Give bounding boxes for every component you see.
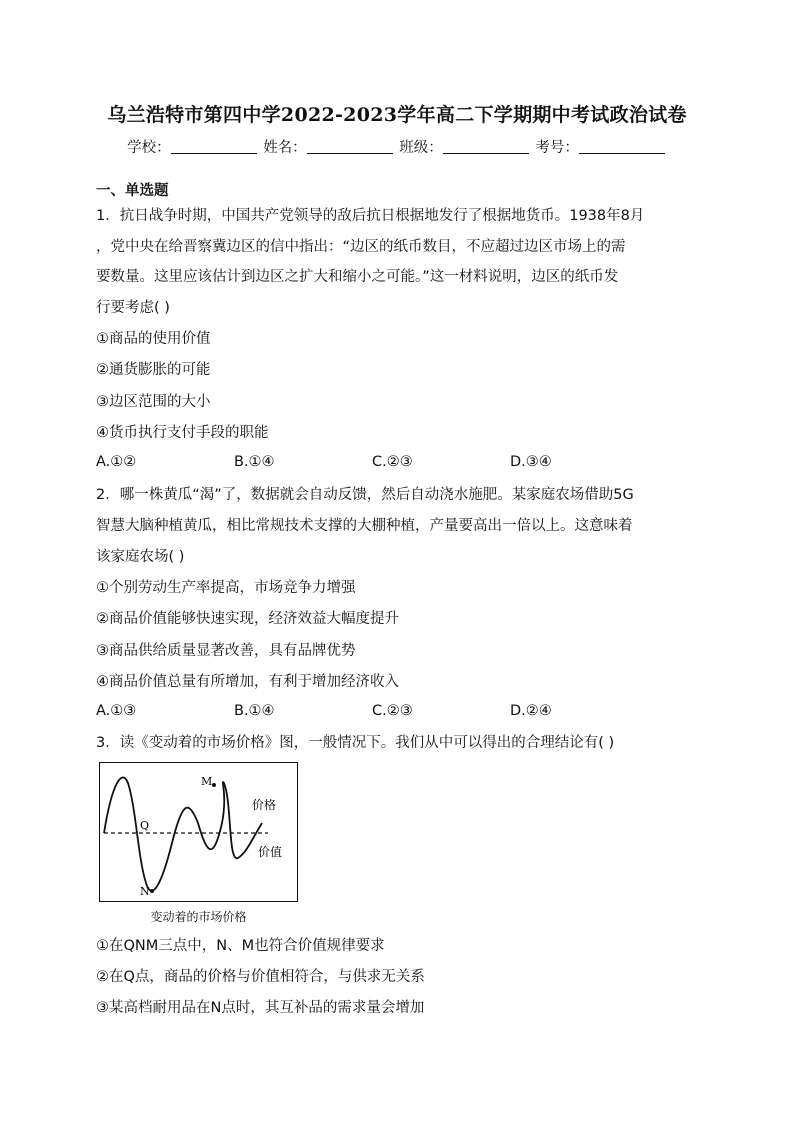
field-school-blank[interactable] — [171, 139, 257, 154]
q2-stem-line: 智慧大脑种植黄瓜，相比常规技术支撑的大棚种植，产量要高出一倍以上。这意味着 — [96, 518, 633, 534]
q2-option-a[interactable]: A.①③ — [96, 703, 137, 719]
field-class-label: 班级： — [399, 140, 443, 156]
label-value: 价值 — [258, 845, 283, 859]
q1-stem-line: 1．抗日战争时期，中国共产党领导的敌后抗日根据地发行了根据地货币。1938年8月 — [96, 208, 645, 224]
q2-item: ④商品价值总量有所增加，有利于增加经济收入 — [96, 674, 399, 690]
q2-stem-line: 2．哪一株黄瓜“渴”了，数据就会自动反馈，然后自动浇水施肥。某家庭农场借助5G — [96, 487, 634, 503]
price-value-curve-diagram — [100, 763, 296, 900]
label-m: M — [201, 775, 213, 788]
q2-stem-line: 该家庭农场( ) — [96, 549, 185, 565]
student-info-row — [0, 136, 794, 157]
q2-item: ①个别劳动生产率提高，市场竞争力增强 — [96, 580, 356, 596]
q2-item: ②商品价值能够快速实现，经济效益大幅度提升 — [96, 611, 399, 627]
q1-stem-line: 要数量。这里应该估计到边区之扩大和缩小之可能。”这一材料说明，边区的纸币发 — [96, 269, 619, 285]
q3-item: ③某高档耐用品在N点时，其互补品的需求量会增加 — [96, 1000, 425, 1016]
point-m — [212, 783, 216, 787]
q3-stem-line: 3．读《变动着的市场价格》图，一般情况下。我们从中可以得出的合理结论有( ) — [96, 735, 615, 751]
q3-item: ①在QNM三点中，N、M也符合价值规律要求 — [96, 938, 385, 954]
q1-option-a[interactable]: A.①② — [96, 454, 137, 470]
q2-option-b[interactable]: B.①④ — [234, 703, 275, 719]
q1-options — [96, 454, 648, 470]
q1-option-d[interactable]: D.③④ — [510, 454, 552, 470]
price-curve — [104, 777, 262, 890]
label-n: N — [140, 885, 150, 898]
q2-item: ③商品供给质量显著改善，具有品牌优势 — [96, 643, 356, 659]
q1-stem-line: 行要考虑( ) — [96, 300, 170, 316]
exam-title: 乌兰浩特市第四中学2022-2023学年高二下学期期中考试政治试卷 — [107, 104, 687, 126]
q1-option-c[interactable]: C.②③ — [372, 454, 413, 470]
point-n — [150, 889, 154, 893]
q1-option-b[interactable]: B.①④ — [234, 454, 275, 470]
figure-caption: 变动着的市场价格 — [150, 910, 247, 924]
field-name-label: 姓名： — [263, 140, 307, 156]
field-number-label: 考号： — [535, 140, 579, 156]
q2-options — [96, 703, 648, 719]
field-class-blank[interactable] — [443, 139, 529, 154]
section-heading: 一、单选题 — [96, 183, 169, 199]
q2-option-d[interactable]: D.②④ — [510, 703, 552, 719]
q3-item: ②在Q点，商品的价格与价值相符合，与供求无关系 — [96, 969, 425, 985]
field-name-blank[interactable] — [307, 139, 393, 154]
field-number-blank[interactable] — [579, 139, 665, 154]
q1-item: ②通货膨胀的可能 — [96, 362, 211, 378]
label-q: Q — [140, 819, 150, 832]
q1-item: ③边区范围的大小 — [96, 394, 211, 410]
q1-item: ④货币执行支付手段的职能 — [96, 425, 269, 441]
q2-option-c[interactable]: C.②③ — [372, 703, 413, 719]
field-school-label: 学校： — [127, 140, 171, 156]
q1-item: ①商品的使用价值 — [96, 331, 211, 347]
label-price: 价格 — [252, 798, 277, 812]
market-price-figure — [99, 762, 298, 902]
q1-stem-line: ，党中央在给晋察冀边区的信中指出：“边区的纸币数目，不应超过边区市场上的需 — [96, 239, 626, 255]
